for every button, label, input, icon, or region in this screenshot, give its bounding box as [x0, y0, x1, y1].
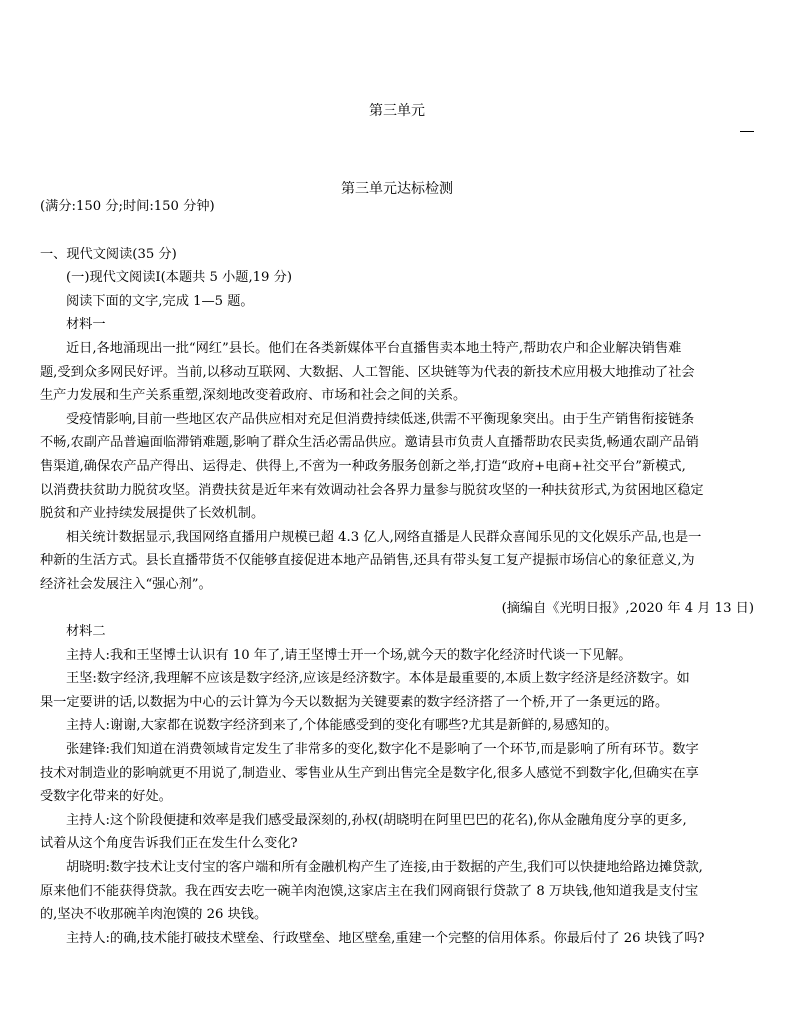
dialogue-line: 主持人:这个阶段便捷和效率是我们感受最深刻的,孙权(胡晓明在阿里巴巴的花名),你从金融角度分享的更多,	[66, 812, 687, 828]
dialogue-line: 主持人:的确,技术能打破技术壁垒、行政壁垒、地区壁垒,重建一个完整的信用体系。你最后付了 26 块钱了吗?	[66, 930, 705, 946]
page-title: 第三单元达标检测	[341, 181, 453, 197]
dialogue-line: 胡晓明:数字技术让支付宝的客户端和所有金融机构产生了连接,由于数据的产生,我们可以快捷地给路边摊贷款,	[66, 860, 703, 876]
subsection-heading: (一)现代文阅读Ⅰ(本题共 5 小题,19 分)	[66, 270, 292, 286]
source-citation: (摘编自《光明日报》,2020 年 4 月 13 日)	[501, 600, 754, 616]
dialogue-line: 原来他们不能获得贷款。我在西安去吃一碗羊肉泡馍,这家店主在我们网商银行贷款了 8 万块钱,他知道我是支付宝	[40, 883, 699, 899]
paragraph-line: 相关统计数据显示,我国网络直播用户规模已超 4.3 亿人,网络直播是人民群众喜闻乐见的文化娱乐产品,也是一	[66, 529, 702, 545]
unit-heading: 第三单元	[369, 103, 425, 119]
dialogue-line: 主持人:谢谢,大家都在说数字经济到来了,个体能感受到的变化有哪些?尤其是新鲜的,易感知的。	[66, 718, 618, 734]
dialogue-line: 试着从这个角度告诉我们正在发生什么变化?	[40, 836, 298, 852]
dialogue-line: 技术对制造业的影响就更不用说了,制造业、零售业从生产到出售完全是数字化,很多人感觉不到数字化,但确实在享	[40, 765, 699, 781]
dialogue-line: 的,坚决不收那碗羊肉泡馍的 26 块钱。	[40, 907, 268, 923]
material-1-label: 材料一	[66, 317, 106, 333]
section-heading: 一、现代文阅读(35 分)	[40, 246, 177, 262]
paragraph-line: 脱贫和产业持续发展提供了长效机制。	[40, 506, 265, 522]
header-dash	[740, 131, 754, 132]
material-2-label: 材料二	[66, 624, 106, 640]
paragraph-line: 受疫情影响,目前一些地区农产品供应相对充足但消费持续低迷,供需不平衡现象突出。由于生产销售衔接链条	[66, 411, 695, 427]
dialogue-line: 果一定要讲的话,以数据为中心的云计算为今天以数据为关键要素的数字经济搭了一个桥,开了一条更远的路。	[40, 694, 669, 710]
document-body	[40, 195, 754, 950]
instruction: 阅读下面的文字,完成 1—5 题。	[66, 293, 254, 309]
exam-info: (满分:150 分;时间:150 分钟)	[40, 199, 215, 214]
paragraph-line: 种新的生活方式。县长直播带货不仅能够直接促进本地产品销售,还具有带头复工复产提振市场信心的象征意义,为	[40, 553, 695, 569]
dialogue-line: 主持人:我和王坚博士认识有 10 年了,请王坚博士开一个场,就今天的数字化经济时代谈一下见解。	[66, 647, 632, 663]
paragraph-line: 生产力发展和生产关系重塑,深刻地改变着政府、市场和社会之间的关系。	[40, 388, 467, 404]
paragraph-line: 题,受到众多网民好评。当前,以移动互联网、大数据、人工智能、区块链等为代表的新技术应用极大地推动了社会	[40, 364, 695, 380]
paragraph-line: 以消费扶贫助力脱贫攻坚。消费扶贫是近年来有效调动社会各界力量参与脱贫攻坚的一种扶贫形式,为贫困地区稳定	[40, 482, 704, 498]
paragraph-line: 售渠道,确保农产品产得出、运得走、供得上,不啻为一种政务服务创新之举,打造“政府+电商+社交平台”新模式,	[40, 458, 686, 474]
paragraph-line: 经济社会发展注入“强心剂”。	[40, 576, 212, 592]
dialogue-line: 受数字化带来的好处。	[40, 789, 172, 805]
dialogue-line: 王坚:数字经济,我理解不应该是数字经济,应该是经济数字。本体是最重要的,本质上数字经济是经济数字。如	[66, 671, 690, 687]
paragraph-line: 不畅,农副产品普遍面临滞销难题,影响了群众生活必需品供应。邀请县市负责人直播帮助农民卖货,畅通农副产品销	[40, 435, 699, 451]
paragraph-line: 近日,各地涌现出一批“网红”县长。他们在各类新媒体平台直播售卖本地土特产,帮助农户和企业解决销售难	[66, 340, 682, 356]
dialogue-line: 张建锋:我们知道在消费领域肯定发生了非常多的变化,数字化不是影响了一个环节,而是影响了所有环节。数字	[66, 742, 699, 758]
